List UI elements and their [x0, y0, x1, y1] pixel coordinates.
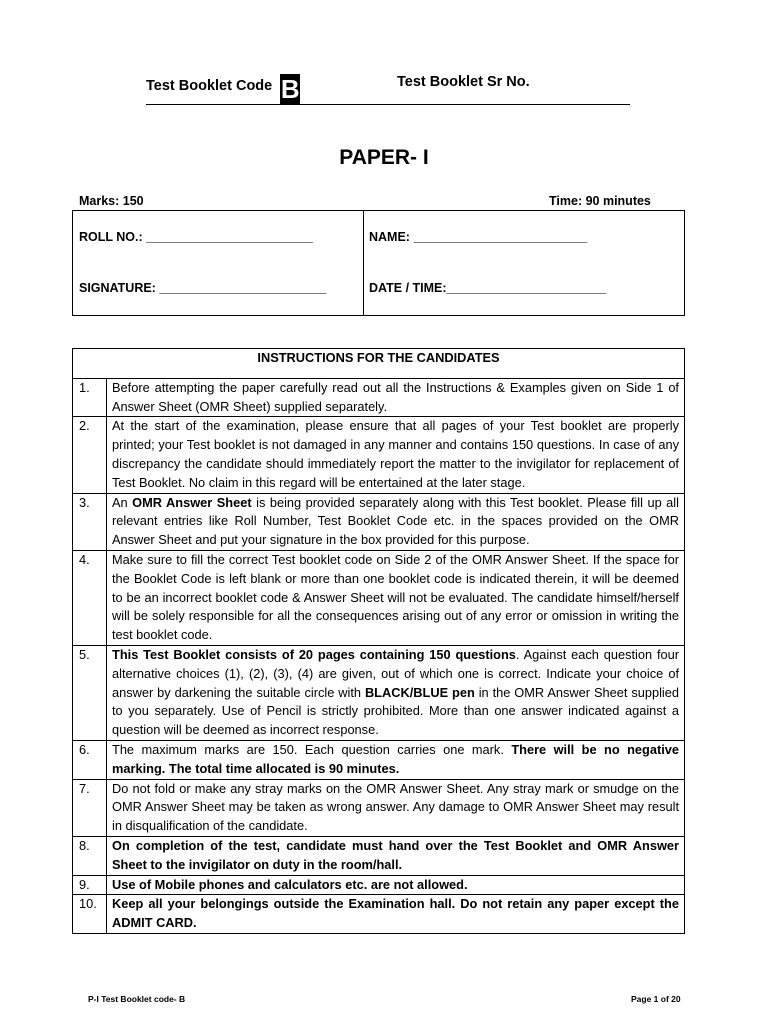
footer-booklet-code: P-I Test Booklet code- B [88, 994, 186, 1004]
marks-label: Marks: 150 [79, 194, 144, 208]
instruction-text [107, 378, 685, 417]
instruction-emphasis: Keep all your belongings outside the Examination hall. Do not retain any paper except the ADMIT CARD. [112, 896, 679, 931]
instruction-emphasis: Use of Mobile phones and calculators etc. are not allowed. [112, 876, 468, 892]
instruction-row [73, 895, 685, 934]
header-rule [146, 104, 630, 105]
instruction-number: 8. [73, 836, 107, 875]
instruction-emphasis: BLACK/BLUE pen [364, 684, 475, 700]
instruction-text [107, 875, 685, 895]
booklet-code-value: B [280, 74, 300, 104]
roll-no-field[interactable]: ROLL NO.: ________________________ [79, 230, 313, 244]
instruction-fragment: . Against each question four alternative choices (1), (2), (3), (4) are given, out of which one is correct. Indicate your choice of answer by darkening the suitable circle with [112, 646, 680, 700]
instruction-number: 9. [73, 875, 107, 895]
instruction-fragment: is being provided separately along with this Test booklet. Please fill up all relevant entries like Roll Number, Test Booklet Code etc. in the spaces provided on the OMR Answer Sheet and put your signature in the box provided for this purpose. [112, 494, 679, 548]
paper-title: PAPER- I [339, 146, 429, 169]
candidate-details-box [72, 210, 685, 316]
signature-field[interactable]: SIGNATURE: ________________________ [79, 281, 327, 295]
instruction-row [73, 645, 685, 740]
instruction-number: 3. [73, 493, 107, 550]
instruction-text [107, 645, 685, 740]
instruction-text [107, 779, 685, 836]
instruction-emphasis: On completion of the test, candidate must hand over the Test Booklet and OMR Answer Sheet to the invigilator on duty in the room/hall. [112, 837, 679, 872]
instruction-number: 7. [73, 779, 107, 836]
instruction-text [107, 550, 685, 645]
instruction-fragment: Do not fold or make any stray marks on the OMR Answer Sheet. Any stray mark or smudge on the OMR Answer Sheet may be taken as wrong answer. Any damage to OMR Answer Sheet may result in disqualification of the candidate. [112, 780, 679, 834]
instruction-text [107, 740, 685, 779]
instruction-row [73, 875, 685, 895]
instructions-heading: INSTRUCTIONS FOR THE CANDIDATES [73, 349, 685, 379]
instruction-row [73, 740, 685, 779]
instruction-number: 2. [73, 417, 107, 493]
booklet-code-line [146, 74, 300, 104]
instruction-number: 4. [73, 550, 107, 645]
instruction-fragment: An [112, 494, 133, 510]
instruction-emphasis: There will be no negative marking. The total time allocated is 90 minutes. [112, 741, 679, 776]
instructions-heading-row [73, 349, 685, 379]
booklet-serial-label: Test Booklet Sr No. [397, 74, 530, 90]
instruction-row [73, 836, 685, 875]
instruction-row [73, 493, 685, 550]
instruction-fragment: The maximum marks are 150. Each question carries one mark. [112, 741, 512, 757]
time-label: Time: 90 minutes [549, 194, 651, 208]
date-time-field[interactable]: DATE / TIME:_______________________ [369, 281, 607, 295]
instruction-fragment: Make sure to fill the correct Test booklet code on Side 2 of the OMR Answer Sheet. If the space for the Booklet Code is left blank or more than one booklet code is indicated therein, it will be deemed to be an incorrect booklet code & Answer Sheet will not be evaluated. The candidate himself/herself will be solely responsible for all the consequences arising out of any error or omission in writing the test booklet code. [112, 551, 679, 643]
booklet-code-label: Test Booklet Code [146, 78, 273, 94]
instruction-emphasis: OMR Answer Sheet [132, 494, 252, 510]
instruction-text [107, 836, 685, 875]
instruction-number: 5. [73, 645, 107, 740]
instruction-text [107, 493, 685, 550]
instruction-number: 6. [73, 740, 107, 779]
instruction-row [73, 417, 685, 493]
footer-page-number: Page 1 of 20 [631, 994, 681, 1004]
instruction-fragment: in the OMR Answer Sheet supplied to you separately. Use of Pencil is strictly prohibited. More than one answer indicated against a question will be deemed as incorrect response. [112, 684, 679, 738]
instructions-table [72, 348, 685, 934]
instruction-text [107, 895, 685, 934]
instruction-row [73, 779, 685, 836]
instruction-fragment: At the start of the examination, please ensure that all pages of your Test booklet are properly printed; your Test booklet is not damaged in any manner and contains 150 questions. In case of any discrepancy the candidate should immediately report the matter to the invigilator for replacement of Test Booklet. No claim in this regard will be entertained at the later stage. [112, 418, 679, 490]
instruction-fragment: Before attempting the paper carefully read out all the Instructions & Examples given on Side 1 of Answer Sheet (OMR Sheet) supplied separately. [112, 379, 679, 414]
instruction-row [73, 378, 685, 417]
instruction-text [107, 417, 685, 493]
candidate-box-divider [363, 211, 364, 315]
instruction-number: 1. [73, 378, 107, 417]
instruction-row [73, 550, 685, 645]
name-field[interactable]: NAME: _________________________ [369, 230, 588, 244]
instruction-emphasis: This Test Booklet consists of 20 pages containing 150 questions [112, 646, 516, 662]
instruction-number: 10. [73, 895, 107, 934]
